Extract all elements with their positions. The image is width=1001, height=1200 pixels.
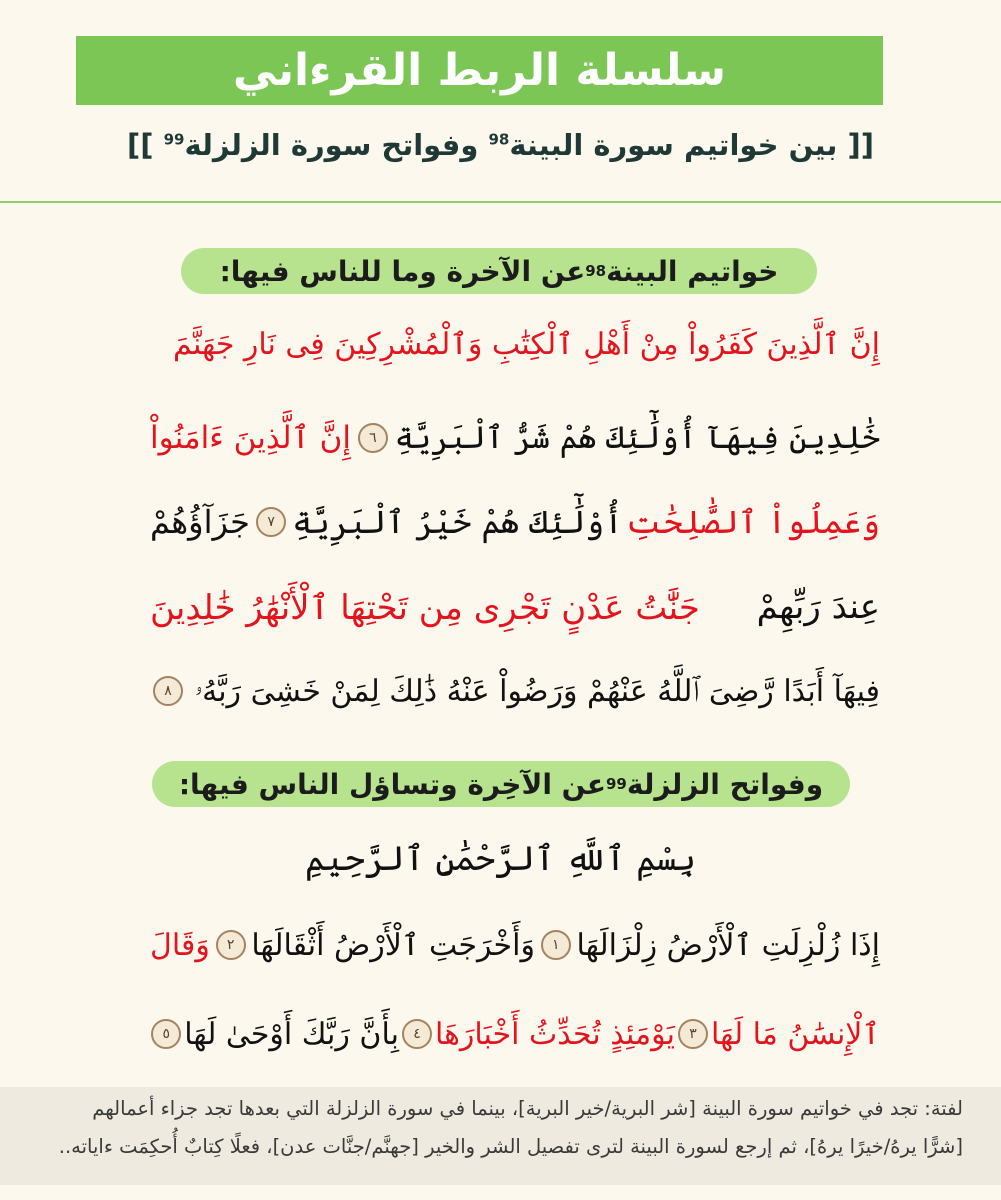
- ayah-number-marker: ١: [541, 930, 571, 960]
- verse-text: يَوْمَئِذٍ تُحَدِّثُ أَخْبَارَهَا: [434, 1016, 675, 1052]
- section1-line-4: [150, 572, 880, 642]
- subtitle-open: [[: [837, 128, 875, 162]
- ayah-number-marker: ٢: [216, 930, 246, 960]
- verse-text: إِذَا زُلْزِلَتِ ٱلْأَرْضُ زِلْزَالَهَا: [576, 927, 880, 963]
- ayah-number-marker: ٧: [256, 507, 286, 537]
- section1-line-5: [150, 656, 880, 726]
- ayah-number-marker: ٥: [151, 1019, 181, 1049]
- note-box: [0, 1087, 1001, 1185]
- section1-line-1: [150, 309, 880, 379]
- section1-heading-part2: عن الآخرة وما للناس فيها:: [219, 254, 586, 288]
- subtitle-num1: 98: [488, 130, 510, 149]
- section2-heading-num: 99: [606, 775, 627, 793]
- page-title: سلسلة الربط القرءاني: [232, 45, 727, 96]
- subtitle: [0, 128, 1001, 172]
- verse-text: جَزَآؤُهُمْ: [150, 503, 250, 541]
- verse-text: وَقَالَ: [150, 927, 210, 963]
- section2-heading-part2: عن الآخِرة وتساؤل الناس فيها:: [178, 767, 606, 801]
- verse-text: ٱلْإِنسَٰنُ مَا لَهَا: [710, 1016, 880, 1052]
- ayah-number-marker: ٣: [678, 1019, 708, 1049]
- note-line-1: لفتة: تجد في خواتيم سورة البينة [شر البرية/خير البرية]، بينما في سورة الزلزلة التي بعدها تجد جزاء أعمالهم: [92, 1097, 963, 1120]
- section2-heading-part1: وفواتح الزلزلة: [626, 767, 824, 801]
- subtitle-close: ]]: [126, 128, 164, 162]
- ayah-number-marker: ٦: [358, 423, 388, 453]
- verse-text: إِنَّ ٱلَّذِينَ كَفَرُواْ مِنْ أَهْلِ ٱلْكِتَٰبِ وَٱلْمُشْرِكِينَ فِى نَارِ جَهَنَّمَ: [172, 326, 880, 362]
- divider: [0, 201, 1001, 203]
- section1-heading: [181, 248, 817, 294]
- verse-text: عِندَ رَبِّهِمْ: [756, 587, 880, 627]
- subtitle-num2: 99: [163, 130, 185, 149]
- verse-text: وَأَخْرَجَتِ ٱلْأَرْضُ أَثْقَالَهَا: [251, 927, 535, 963]
- section2-heading: [152, 761, 850, 807]
- subtitle-part1: بين خواتيم سورة البينة: [509, 128, 838, 162]
- ayah-number-marker: ٨: [153, 676, 183, 706]
- verse-text: فِيهَآ أَبَدًا رَّضِىَ ٱللَّهُ عَنْهُمْ وَرَضُواْ عَنْهُ ذَٰلِكَ لِمَنْ خَشِىَ رَبَّهُۥ: [194, 673, 880, 709]
- note-line-2: [شرًّا يرهُ/خيرًا يرهُ]، ثم إرجع لسورة البينة لترى تفصيل الشر والخير [جهنَّم/جنَّات عدن]، فعلًا كِتابٌ أُحكِمَت ءاياته..: [58, 1135, 963, 1158]
- verse-text: جَنَّٰتُ عَدْنٍ تَجْرِى مِن تَحْتِهَا ٱلْأَنْهَٰرُ خَٰلِدِينَ: [150, 587, 700, 628]
- section1-line-3: [150, 487, 880, 557]
- section1-line-2: [150, 403, 880, 473]
- ayah-number-marker: ٤: [402, 1019, 432, 1049]
- verse-text: خَٰلِدِينَ فِيهَآ أُوْلَٰٓئِكَ هُمْ شَرُّ ٱلْبَرِيَّةِ: [394, 420, 880, 456]
- section2-line-1: [150, 910, 880, 980]
- section2-line-2: [150, 999, 880, 1069]
- verse-text: أُوْلَٰٓئِكَ هُمْ خَيْرُ ٱلْبَرِيَّةِ: [292, 503, 623, 541]
- basmala: بِسْمِ ٱللَّهِ ٱلرَّحْمَٰنِ ٱلرَّحِيمِ: [304, 839, 697, 879]
- section1-heading-part1: خواتيم البينة: [606, 254, 779, 288]
- verse-text: بِأَنَّ رَبَّكَ أَوْحَىٰ لَهَا: [184, 1016, 399, 1052]
- verse-text: إِنَّ ٱلَّذِينَ ءَامَنُواْ: [150, 420, 351, 456]
- title-banner: [76, 36, 883, 105]
- verse-text: وَعَمِلُواْ ٱلصَّٰلِحَٰتِ: [626, 503, 880, 541]
- section1-heading-num: 98: [585, 262, 607, 280]
- subtitle-part2: وفواتح سورة الزلزلة: [184, 128, 489, 162]
